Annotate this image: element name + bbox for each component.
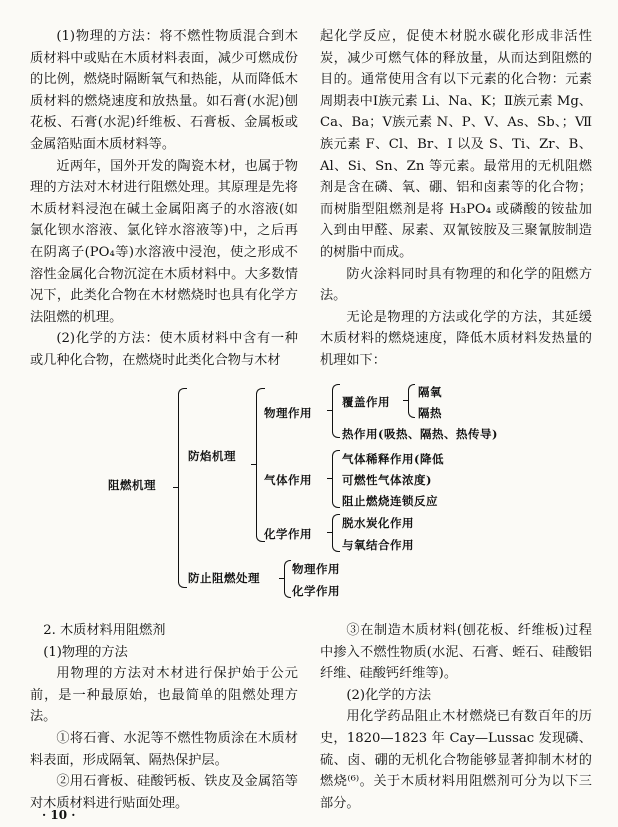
paragraph: ②用石膏板、硅酸钙板、铁皮及金属箔等对木质材料进行贴面处理。	[30, 774, 298, 811]
diagram-fangzhi-item: 化学作用	[292, 584, 340, 598]
text-column-top-right	[320, 26, 592, 372]
diagram-qiti-item: 阻止燃烧连锁反应	[342, 494, 438, 508]
diagram-qiti-label: 气体作用	[264, 473, 312, 487]
subsection-heading: (2)化学的方法	[346, 687, 432, 703]
paragraph: 起化学反应，促使木材脱水碳化形成非活性炭，减少可燃气体的释放量，从而达到阻燃的目的。通常使用含有以下元素的化合物：元素周期表中Ⅰ族元素 Li、Na、K；Ⅱ族元素 Mg、Ca、Ba；Ⅴ族元素 N、P、V、As、Sb、；Ⅶ族元素 F、Cl、Br、I 以及 S、Ti、Zr、B、Al、Si、Sn、Zn 等元素。最常用的无机阻燃剂是含在磷、氧、硼、铝和卤素等的化合物；而树脂型阻燃剂是将 H₃PO₄ 或磷酸的铵盐加入到由甲醛、尿素、双氰铵胺及三聚氰胺制造的树脂中而成。	[320, 29, 592, 260]
diagram-fugai-label: 覆盖作用	[342, 395, 390, 409]
diagram-gere-label: 隔热	[418, 406, 442, 420]
paragraph: 无论是物理的方法或化学的方法，其延缓木质材料的燃烧速度，降低木质材料发热量的机理如下：	[320, 309, 592, 368]
diagram-fangzhi-item: 物理作用	[292, 562, 340, 576]
bracket	[332, 384, 340, 438]
paragraph: ③在制造木质材料(刨花板、纤维板)过程中掺入不燃性物质(水泥、石膏、蛭石、硅酸铝纤维、硅酸钙纤维等)。	[320, 623, 592, 682]
paragraph: 近两年，国外开发的陶瓷木材，也属于物理的方法对木材进行阻燃处理。其原理是先将木质材料浸泡在碱土金属阳离子的水溶液(如氯化钡水溶液、氯化锌水溶液等)中，之后再在阴离子(PO₄等)水溶液中浸泡，使之形成不溶性金属化合物沉淀在木质材料中。大多数情况下，此类化合物在木材燃烧时也具有化学方法阻燃的机理。	[30, 158, 298, 325]
paragraph: ①将石膏、水泥等不燃性物质涂在木质材料表面，形成隔氧、隔热保护层。	[30, 730, 298, 768]
text-column-top-left	[30, 26, 298, 372]
bracket	[284, 560, 291, 598]
section-heading: 2. 木质材料用阻燃剂	[43, 623, 166, 638]
bracket	[408, 384, 415, 418]
diagram-huaxue-label: 化学作用	[264, 527, 312, 541]
diagram-huaxue-item: 与氧结合作用	[342, 538, 414, 552]
bracket	[332, 450, 340, 508]
bracket	[332, 514, 340, 552]
diagram-wuli-label: 物理作用	[264, 406, 312, 420]
diagram-qiti-item: 可燃性气体浓度)	[342, 473, 432, 487]
text-column-bottom-left	[30, 620, 298, 814]
subsection-heading: (1)物理的方法	[43, 644, 128, 660]
diagram-rezuoyong-label: 热作用(吸热、隔热、热传导)	[342, 427, 498, 441]
diagram-huaxue-item: 脱水炭化作用	[342, 516, 414, 530]
paragraph: 用物理的方法对木材进行保护始于公元前，是一种最原始，也最简单的阻燃处理方法。	[30, 666, 298, 725]
text-column-bottom-right	[320, 620, 592, 814]
page-number: · 10 ·	[42, 808, 76, 822]
diagram-root-label: 阻燃机理	[108, 478, 156, 492]
paragraph: 用化学药品阻止木材燃烧已有数百年的历史，1820—1823 年 Cay—Lussac 发现磷、硫、卤、硼的无机化合物能够显著抑制木材的燃烧⁽⁶⁾。关于木质材料用阻燃剂可分为以下三部分。	[320, 709, 592, 811]
diagram-fangyan-label: 防焰机理	[188, 449, 236, 463]
diagram-qiti-item: 气体稀释作用(降低	[342, 452, 444, 466]
mechanism-diagram	[0, 380, 618, 615]
paragraph: 防火涂料同时具有物理的和化学的阻燃方法。	[320, 266, 592, 304]
bracket	[178, 388, 187, 588]
paragraph: (1)物理的方法：将不燃性物质混合到木质材料中或贴在木质材料表面，减少可燃成份的比例，燃烧时隔断氧气和热能，从而降低木质材料的燃烧速度和放热量。如石膏(水泥)刨花板、石膏(水泥)纤维板、石膏板、金属板或金属箔贴面木质材料等。	[30, 29, 298, 152]
paragraph: (2)化学的方法：使木质材料中含有一种或几种化合物，在燃烧时此类化合物与木材	[30, 331, 298, 368]
diagram-fangzhi-label: 防止阻燃处理	[188, 571, 260, 585]
diagram-geyang-label: 隔氧	[418, 385, 442, 399]
